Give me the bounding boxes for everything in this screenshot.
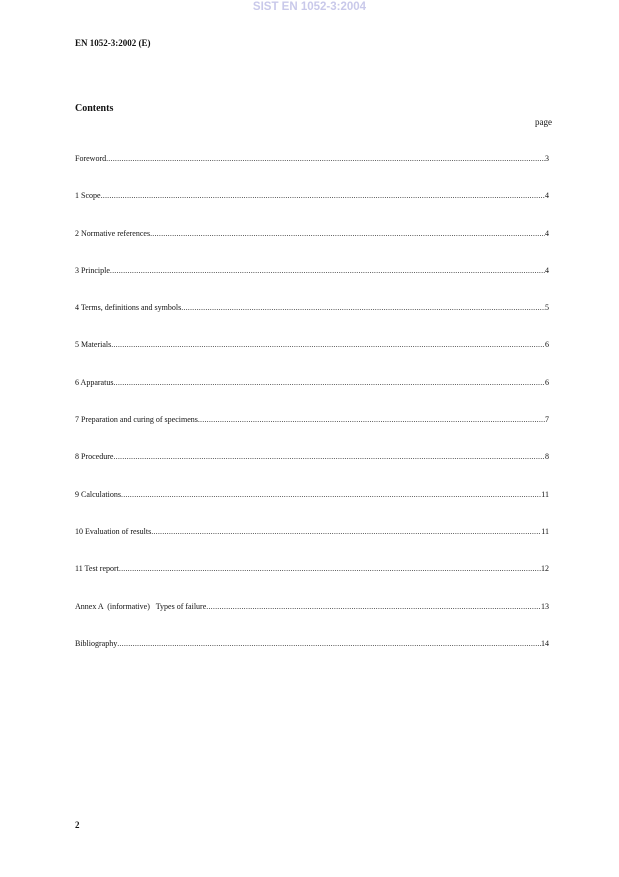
page-column-label: page — [535, 117, 552, 127]
table-of-contents — [75, 153, 549, 675]
toc-entry-page: 6 — [545, 377, 549, 387]
page-number: 2 — [75, 820, 80, 830]
dot-leader — [121, 489, 541, 500]
dot-leader — [151, 526, 541, 537]
toc-entry[interactable] — [75, 302, 549, 339]
toc-entry-page: 13 — [541, 601, 549, 611]
toc-entry[interactable] — [75, 526, 549, 563]
toc-entry-page: 11 — [541, 489, 549, 499]
toc-entry-label: 5 Materials — [75, 340, 112, 350]
toc-entry-label: Annex A (informative) Types of failure — [75, 601, 207, 611]
dot-leader — [198, 414, 545, 425]
toc-entry-label: Bibliography — [75, 638, 118, 648]
toc-entry[interactable] — [75, 451, 549, 488]
document-header: EN 1052-3:2002 (E) — [75, 38, 151, 48]
toc-entry-label: 9 Calculations — [75, 489, 121, 499]
toc-entry-page: 14 — [541, 638, 549, 648]
toc-entry-page: 4 — [545, 265, 549, 275]
toc-entry-page: 7 — [545, 415, 549, 425]
dot-leader — [150, 228, 545, 239]
toc-entry[interactable] — [75, 339, 549, 376]
toc-entry-page: 3 — [545, 154, 549, 163]
toc-entry-page: 12 — [541, 564, 549, 574]
toc-entry-label: 2 Normative references — [75, 228, 151, 238]
dot-leader — [110, 265, 545, 276]
toc-entry[interactable] — [75, 414, 549, 451]
dot-leader — [111, 339, 545, 350]
toc-entry-label: 1 Scope — [75, 191, 101, 201]
dot-leader — [117, 638, 541, 649]
dot-leader — [181, 302, 545, 313]
toc-entry-label: 11 Test report — [75, 564, 119, 574]
toc-entry-label: 6 Apparatus — [75, 377, 114, 387]
toc-entry[interactable] — [75, 190, 549, 227]
toc-entry[interactable] — [75, 265, 549, 302]
toc-entry[interactable] — [75, 563, 549, 600]
dot-leader — [206, 601, 541, 612]
dot-leader — [106, 153, 545, 164]
toc-entry-page: 4 — [545, 228, 549, 238]
toc-entry[interactable] — [75, 489, 549, 526]
toc-entry-label: 3 Principle — [75, 265, 110, 275]
toc-entry-label: Foreword — [75, 154, 107, 163]
watermark: SIST EN 1052-3:2004 — [252, 1, 367, 13]
toc-entry[interactable] — [75, 153, 549, 190]
contents-title: Contents — [75, 103, 114, 114]
toc-entry-label: 10 Evaluation of results — [75, 526, 152, 536]
toc-entry-page: 11 — [541, 526, 549, 536]
toc-entry-page: 4 — [545, 191, 549, 201]
toc-entry-page: 5 — [545, 303, 549, 313]
toc-entry-page: 6 — [545, 340, 549, 350]
toc-entry[interactable] — [75, 377, 549, 414]
toc-entry-label: 4 Terms, definitions and symbols — [75, 303, 182, 313]
toc-entry-label: 8 Procedure — [75, 452, 114, 462]
toc-entry-label: 7 Preparation and curing of specimens — [75, 415, 198, 425]
dot-leader — [119, 563, 541, 574]
dot-leader — [101, 190, 545, 201]
dot-leader — [113, 377, 545, 388]
toc-entry[interactable] — [75, 228, 549, 265]
toc-entry-page: 8 — [545, 452, 549, 462]
toc-entry[interactable] — [75, 638, 549, 675]
dot-leader — [113, 451, 545, 462]
toc-entry[interactable] — [75, 601, 549, 638]
